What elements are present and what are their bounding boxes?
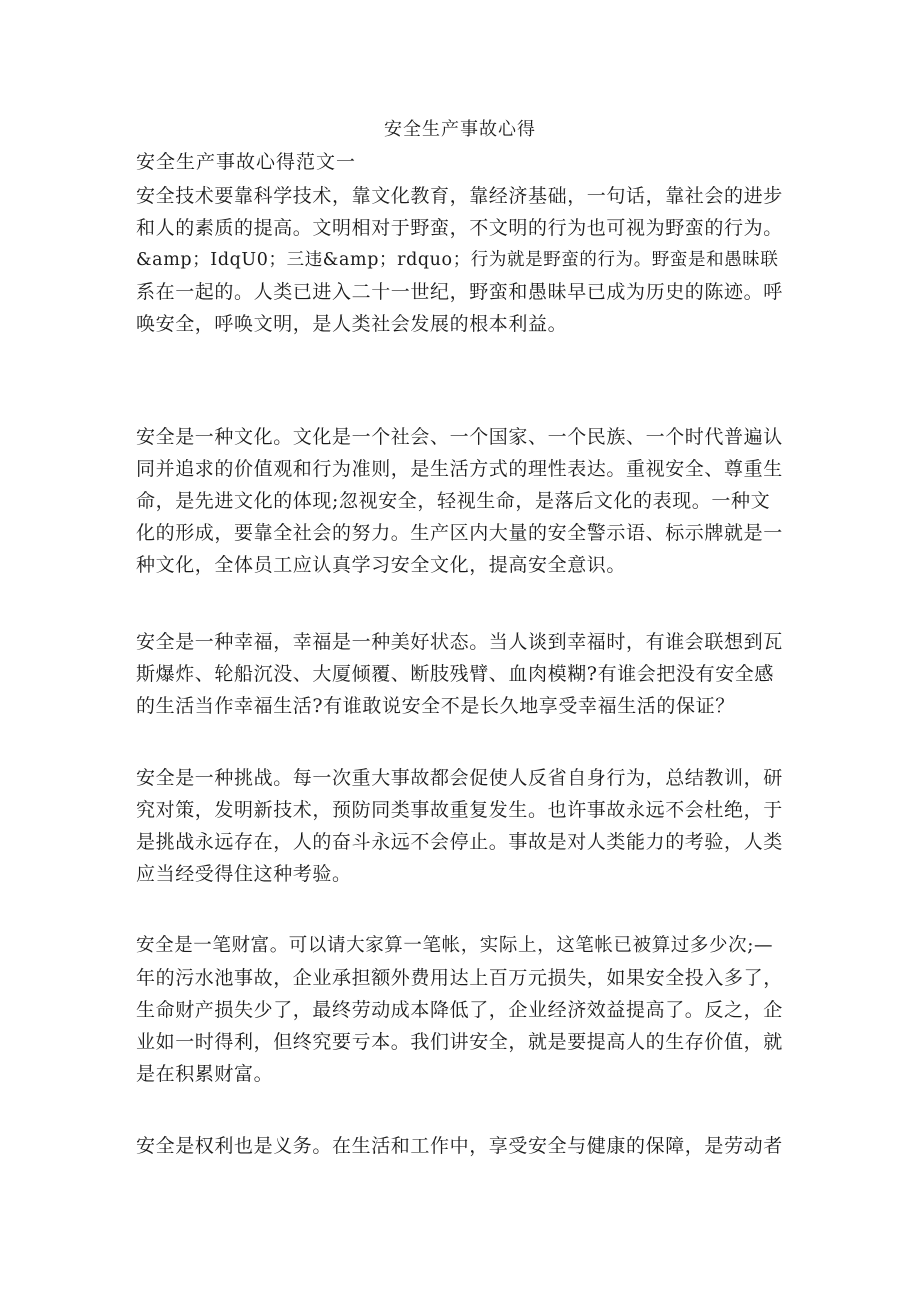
paragraph-1 (136, 180, 788, 340)
text-line: 安全是权利也是义务。在生活和工作中，享受安全与健康的保障，是劳动者 (136, 1135, 783, 1157)
text-line: 化的形成，要靠全社会的努力。生产区内大量的安全警示语、标示牌就是一 (136, 522, 783, 544)
text-line: 种文化，全体员工应认真学习安全文化，提高安全意识。 (136, 554, 627, 576)
text-line: 年的污水池事故，企业承担额外费用达上百万元损失，如果安全投入多了， (136, 967, 783, 989)
paragraph-4 (136, 762, 788, 890)
text-line: 同并追求的价值观和行为准则，是生活方式的理性表达。重视安全、尊重生 (136, 458, 783, 480)
text-line: 业如一时得利，但终究要亏本。我们讲安全，就是要提高人的生存价值，就 (136, 1031, 783, 1053)
text-line: 的生活当作幸福生活?有谁敢说安全不是长久地享受幸福生活的保证？ (136, 695, 735, 717)
text-line: 是在积累财富。 (136, 1063, 274, 1085)
text-line: 和人的素质的提高。文明相对于野蛮，不文明的行为也可视为野蛮的行为。 (136, 217, 783, 239)
paragraph-6 (136, 1130, 788, 1162)
document-subtitle: 安全生产事故心得范文一 (136, 151, 357, 173)
paragraph-2 (136, 421, 788, 581)
text-line: 究对策，发明新技术，预防同类事故重复发生。也许事故永远不会杜绝，于 (136, 799, 783, 821)
document-title: 安全生产事故心得 (384, 119, 536, 140)
text-line: 应当经受得住这种考验。 (136, 863, 352, 885)
text-line: 是挑战永远存在，人的奋斗永远不会停止。事故是对人类能力的考验，人类 (136, 831, 783, 853)
text-line: &amp；IdqU0；三违&amp；rdquo；行为就是野蛮的行为。野蛮是和愚昧联 (136, 250, 779, 270)
text-line: 安全技术要靠科学技术，靠文化教育，靠经济基础，一句话，靠社会的进步 (136, 185, 783, 207)
text-line: 安全是一笔财富。可以请大家算一笔帐，实际上，这笔帐已被算过多少次;— (136, 935, 774, 956)
text-line: 生命财产损失少了，最终劳动成本降低了，企业经济效益提高了。反之，企 (136, 999, 783, 1021)
paragraph-5 (136, 930, 788, 1090)
text-line: 安全是一种幸福，幸福是一种美好状态。当人谈到幸福时，有谁会联想到瓦 (136, 631, 783, 653)
text-line: 命，是先进文化的体现;忽视安全，轻视生命，是落后文化的表现。一种文 (136, 490, 771, 512)
text-line: 斯爆炸、轮船沉没、大厦倾覆、断肢残臂、血肉模糊?有谁会把没有安全感 (136, 663, 774, 685)
text-line: 唤安全，呼唤文明，是人类社会发展的根本利益。 (136, 313, 568, 335)
paragraph-3 (136, 626, 788, 722)
text-line: 系在一起的。人类已进入二十一世纪，野蛮和愚昧早已成为历史的陈迹。呼 (136, 281, 783, 303)
text-line: 安全是一种文化。文化是一个社会、一个国家、一个民族、一个时代普遍认 (136, 426, 783, 448)
text-line: 安全是一种挑战。每一次重大事故都会促使人反省自身行为，总结教训，研 (136, 767, 783, 789)
